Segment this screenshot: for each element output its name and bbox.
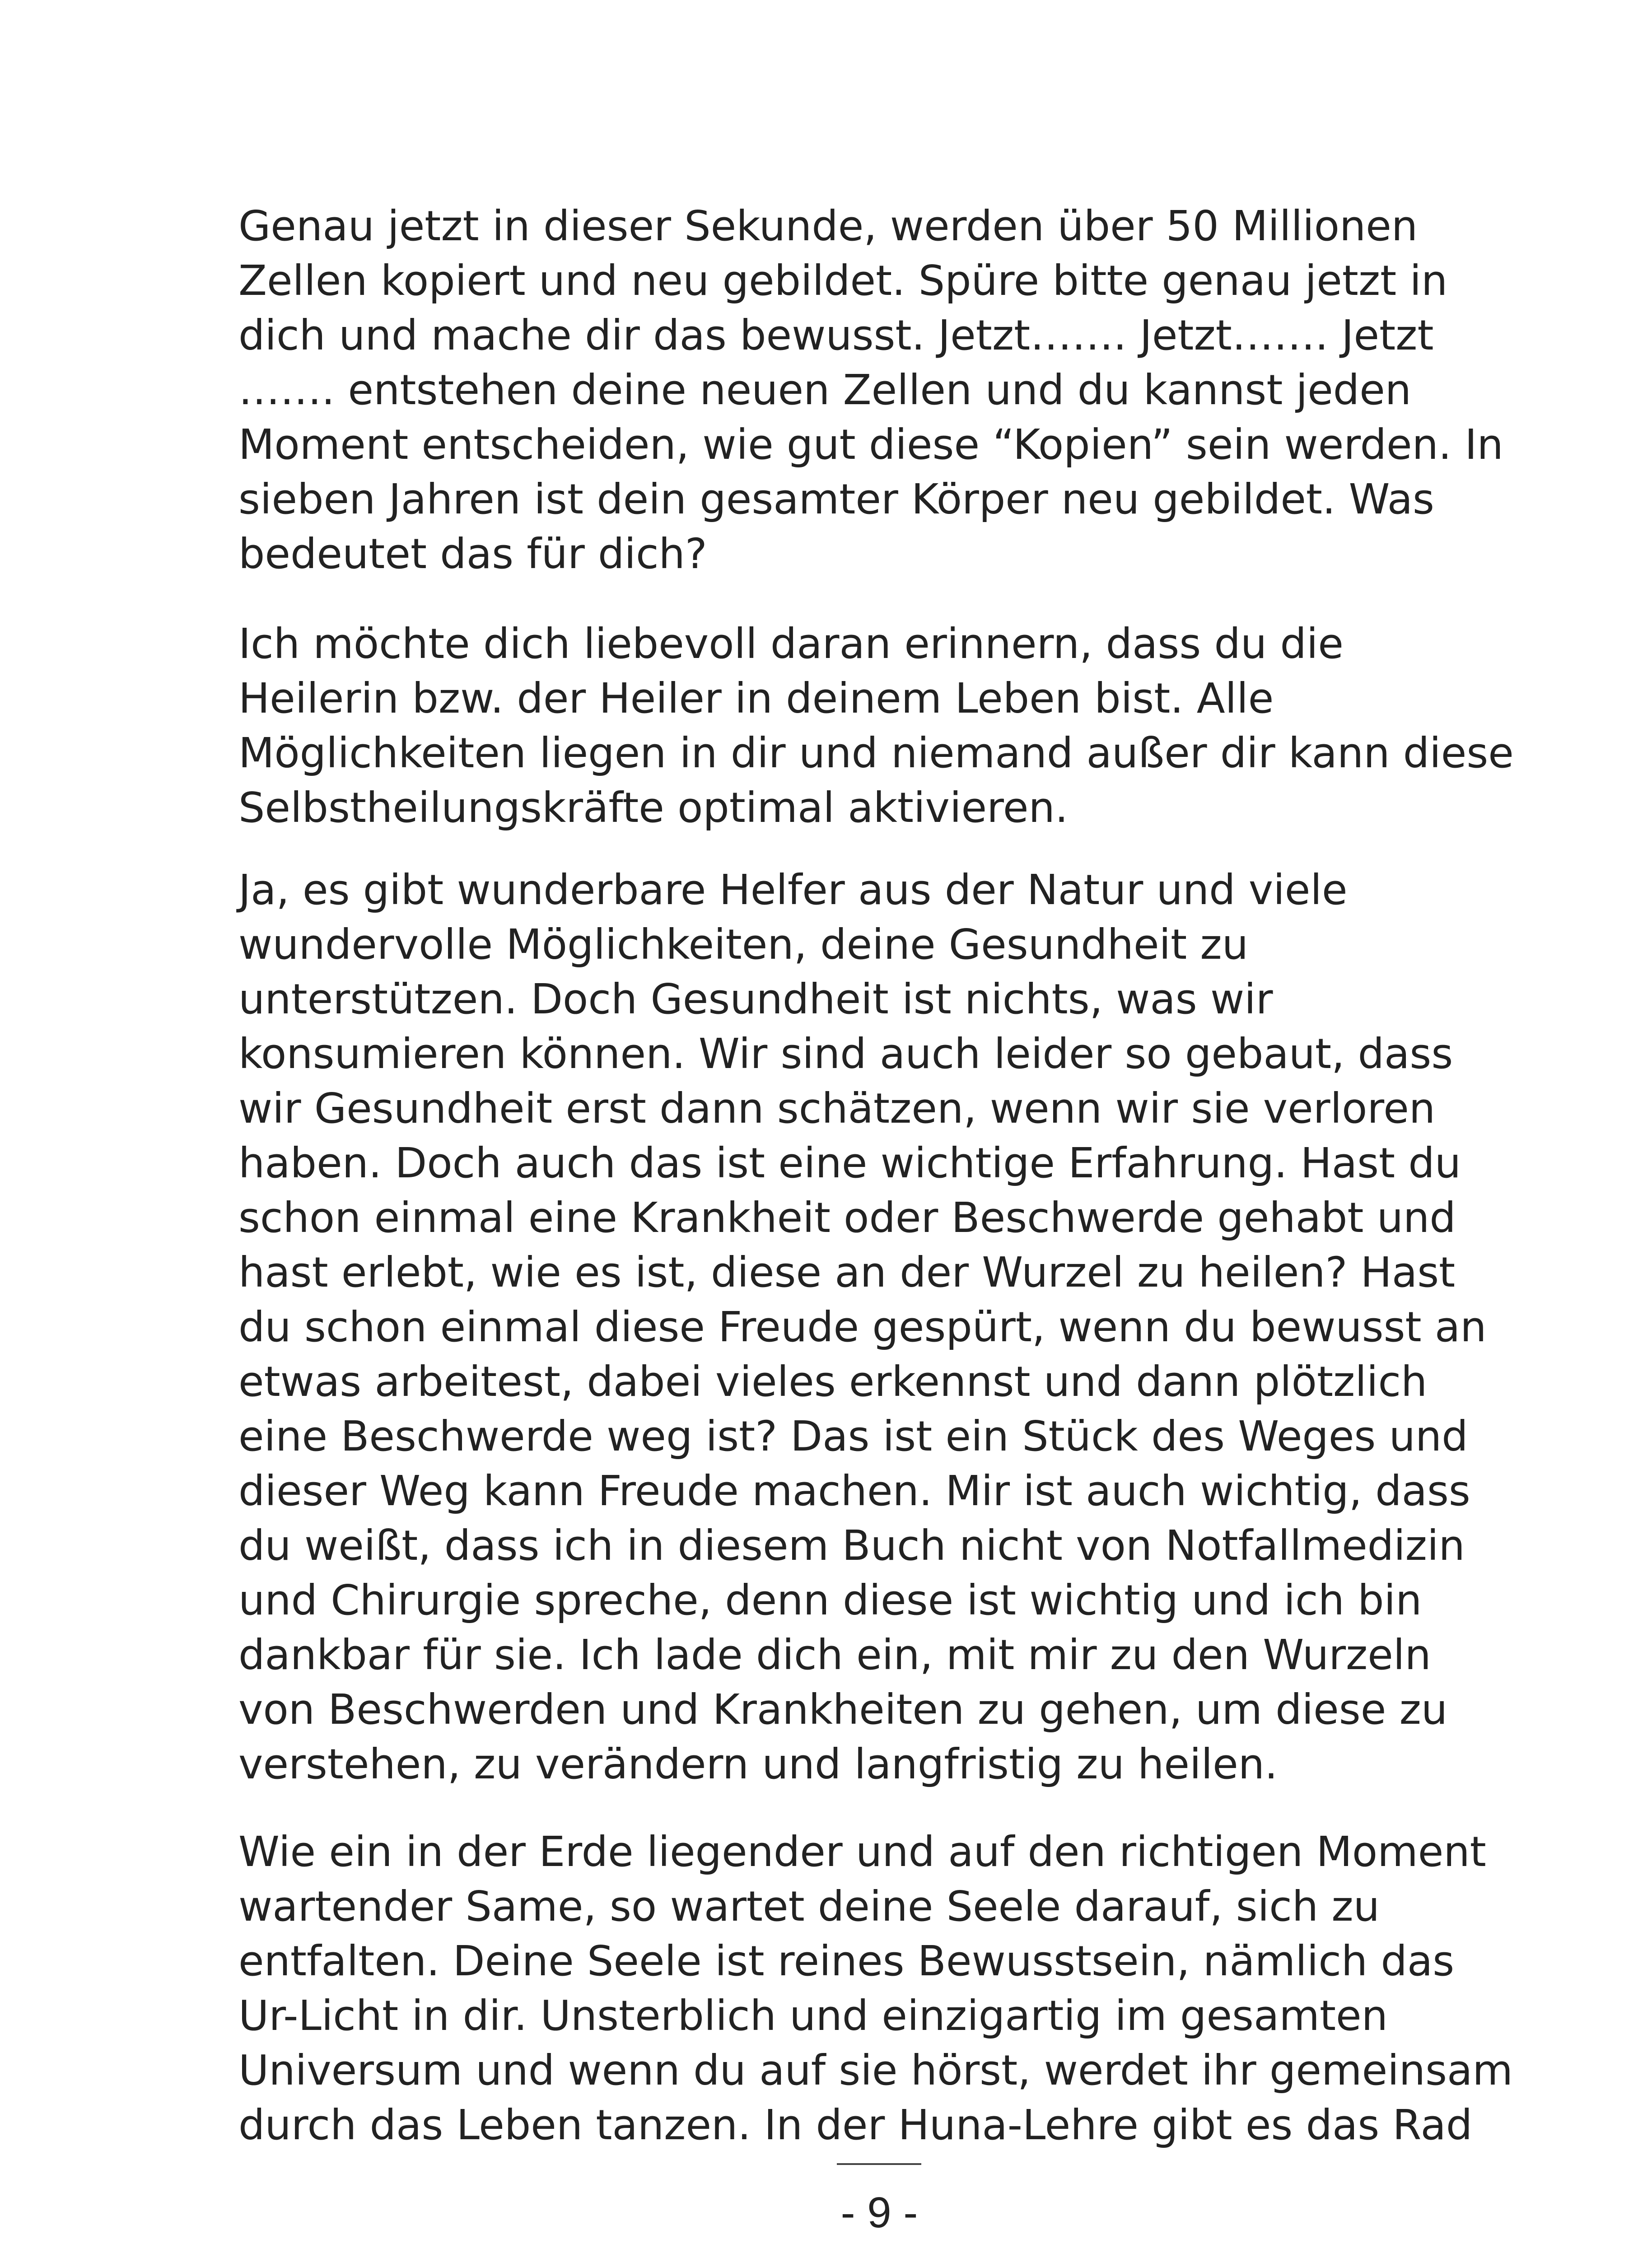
- text-line: Ja, es gibt wunderbare Helfer aus der Natur und viele: [238, 866, 1348, 914]
- text-line: hast erlebt, wie es ist, diese an der Wurzel zu heilen? Hast: [238, 1248, 1456, 1297]
- text-line: Moment entscheiden, wie gut diese “Kopien” sein werden. In: [238, 420, 1503, 469]
- text-line: haben. Doch auch das ist eine wichtige Erfahrung. Hast du: [238, 1139, 1461, 1187]
- footer-divider: [837, 2163, 921, 2165]
- text-line: Ur-Licht in dir. Unsterblich und einzigartig im gesamten: [238, 1992, 1388, 2040]
- text-line: dankbar für sie. Ich lade dich ein, mit mir zu den Wurzeln: [238, 1631, 1431, 1679]
- text-line: wartender Same, so wartet deine Seele darauf, sich zu: [238, 1882, 1380, 1931]
- page-number: - 9 -: [840, 2188, 918, 2237]
- text-line: durch das Leben tanzen. In der Huna-Lehre gibt es das Rad: [238, 2101, 1473, 2149]
- text-line: unterstützen. Doch Gesundheit ist nichts, was wir: [238, 975, 1273, 1023]
- text-line: bedeutet das für dich?: [238, 530, 707, 578]
- text-line: etwas arbeitest, dabei vieles erkennst und dann plötzlich: [238, 1358, 1428, 1406]
- text-line: eine Beschwerde weg ist? Das ist ein Stück des Weges und: [238, 1412, 1468, 1460]
- text-line: Selbstheilungskräfte optimal aktivieren.: [238, 784, 1069, 832]
- text-line: Universum und wenn du auf sie hörst, werdet ihr gemeinsam: [238, 2046, 1513, 2095]
- paragraph-3: [238, 863, 1487, 1791]
- text-line: und Chirurgie spreche, denn diese ist wichtig und ich bin: [238, 1576, 1422, 1624]
- text-line: Wie ein in der Erde liegender und auf den richtigen Moment: [238, 1828, 1486, 1876]
- text-line: dich und mache dir das bewusst. Jetzt……. Jetzt……. Jetzt: [238, 311, 1434, 359]
- text-line: Ich möchte dich liebevoll daran erinnern, dass du die: [238, 620, 1344, 668]
- text-line: wir Gesundheit erst dann schätzen, wenn wir sie verloren: [238, 1084, 1436, 1133]
- text-line: dieser Weg kann Freude machen. Mir ist auch wichtig, dass: [238, 1467, 1470, 1515]
- text-line: sieben Jahren ist dein gesamter Körper neu gebildet. Was: [238, 475, 1434, 523]
- text-line: du weißt, dass ich in diesem Buch nicht von Notfallmedizin: [238, 1521, 1465, 1570]
- text-line: Möglichkeiten liegen in dir und niemand außer dir kann diese: [238, 729, 1514, 777]
- text-line: konsumieren können. Wir sind auch leider so gebaut, dass: [238, 1030, 1453, 1078]
- text-line: wundervolle Möglichkeiten, deine Gesundheit zu: [238, 920, 1249, 969]
- text-line: ……. entstehen deine neuen Zellen und du kannst jeden: [238, 366, 1412, 414]
- text-line: Heilerin bzw. der Heiler in deinem Leben bist. Alle: [238, 674, 1274, 723]
- text-line: Zellen kopiert und neu gebildet. Spüre bitte genau jetzt in: [238, 257, 1448, 305]
- text-line: schon einmal eine Krankheit oder Beschwerde gehabt und: [238, 1194, 1456, 1242]
- text-line: verstehen, zu verändern und langfristig zu heilen.: [238, 1740, 1278, 1788]
- text-line: entfalten. Deine Seele ist reines Bewusstsein, nämlich das: [238, 1937, 1455, 1985]
- paragraph-2: [238, 616, 1514, 835]
- paragraph-1: [238, 199, 1503, 581]
- text-line: Genau jetzt in dieser Sekunde, werden über 50 Millionen: [238, 202, 1418, 250]
- text-line: du schon einmal diese Freude gespürt, wenn du bewusst an: [238, 1303, 1487, 1351]
- text-line: von Beschwerden und Krankheiten zu gehen, um diese zu: [238, 1685, 1448, 1734]
- paragraph-4: [238, 1824, 1513, 2152]
